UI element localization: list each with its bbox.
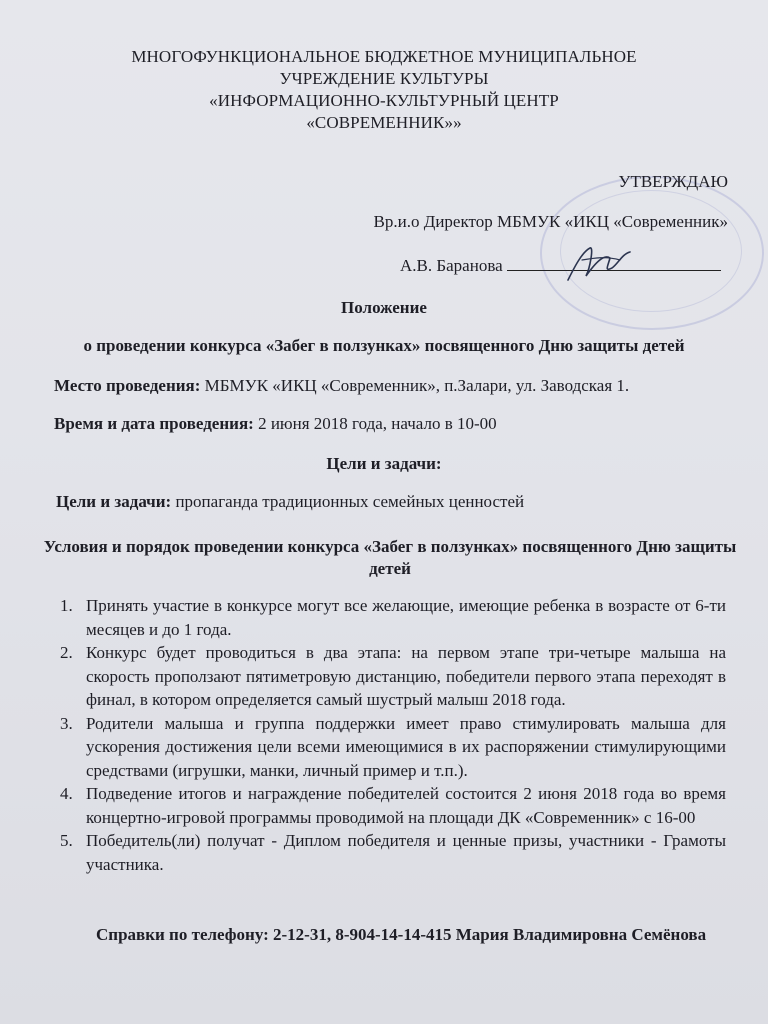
approval-position: Вр.и.о Директор МБМУК «ИКЦ «Современник» [373, 212, 728, 231]
goals-value: пропаганда традиционных семейных ценностей [171, 492, 525, 511]
list-item [56, 829, 726, 876]
item-number: 2. [60, 643, 73, 662]
document-subtitle: о проведении конкурса «Забег в ползунках» посвященного Дню защиты детей [83, 336, 685, 355]
item-text: Подведение итогов и награждение победителей состоится 2 июня 2018 года во время концертно-игровой программы проводимой на площади ДК «Современник» с 16-00 [86, 784, 726, 827]
conditions-list [56, 594, 726, 876]
document-title: Положение [341, 298, 427, 317]
list-item [56, 641, 726, 712]
reference-contact: Справки по телефону: 2-12-31, 8-904-14-14-415 Мария Владимировна Семёнова [96, 925, 707, 944]
venue-value: МБМУК «ИКЦ «Современник», п.Залари, ул. Заводская 1. [200, 376, 630, 395]
org-line: УЧРЕЖДЕНИЕ КУЛЬТУРЫ [279, 69, 489, 88]
goals-line [56, 492, 524, 512]
venue-label: Место проведения: [54, 376, 201, 395]
datetime-line [54, 414, 497, 434]
item-text: Конкурс будет проводиться в два этапа: на первом этапе три-четыре малыша на скорость проползают пятиметровую дистанцию, победители первого этапа переходят в финал, в котором определяется самый шустрый малыш 2018 года. [86, 643, 726, 709]
organization-header [0, 46, 768, 134]
goals-heading: Цели и задачи: [326, 454, 442, 473]
datetime-value: 2 июня 2018 года, начало в 10-00 [253, 414, 497, 433]
datetime-label: Время и дата проведения: [54, 414, 254, 433]
item-text: Родители малыша и группа поддержки имеет право стимулировать малыша для ускорения достижения цели всеми имеющимися в их распоряжении стимулирующими средствами (игрушки, манки, личный пример и т.п.). [86, 713, 726, 780]
approval-title: УТВЕРЖДАЮ [618, 172, 728, 191]
list-item [56, 782, 726, 829]
item-number: 5. [60, 831, 73, 850]
list-item [56, 712, 726, 783]
item-text: Победитель(ли) получат - Диплом победителя и ценные призы, участники - Грамоты участника. [86, 831, 726, 874]
org-line: МНОГОФУНКЦИОНАЛЬНОЕ БЮДЖЕТНОЕ МУНИЦИПАЛЬНОЕ [131, 47, 637, 66]
org-line: «СОВРЕМЕННИК»» [306, 113, 462, 132]
item-text: Принять участие в конкурсе могут все желающие, имеющие ребенка в возрасте от 6-ти месяцев и до 1 года. [86, 596, 726, 639]
item-number: 4. [60, 784, 73, 803]
item-number: 3. [60, 713, 73, 733]
venue-line [54, 376, 629, 396]
approver-name: А.В. Баранова [400, 256, 503, 275]
goals-label: Цели и задачи: [56, 492, 172, 511]
handwritten-signature [560, 238, 640, 288]
item-number: 1. [60, 596, 73, 615]
list-item [56, 594, 726, 641]
org-line: «ИНФОРМАЦИОННО-КУЛЬТУРНЫЙ ЦЕНТР [209, 91, 559, 110]
conditions-title: Условия и порядок проведении конкурса «Забег в ползунках» посвященного Дню защиты детей [43, 537, 737, 578]
